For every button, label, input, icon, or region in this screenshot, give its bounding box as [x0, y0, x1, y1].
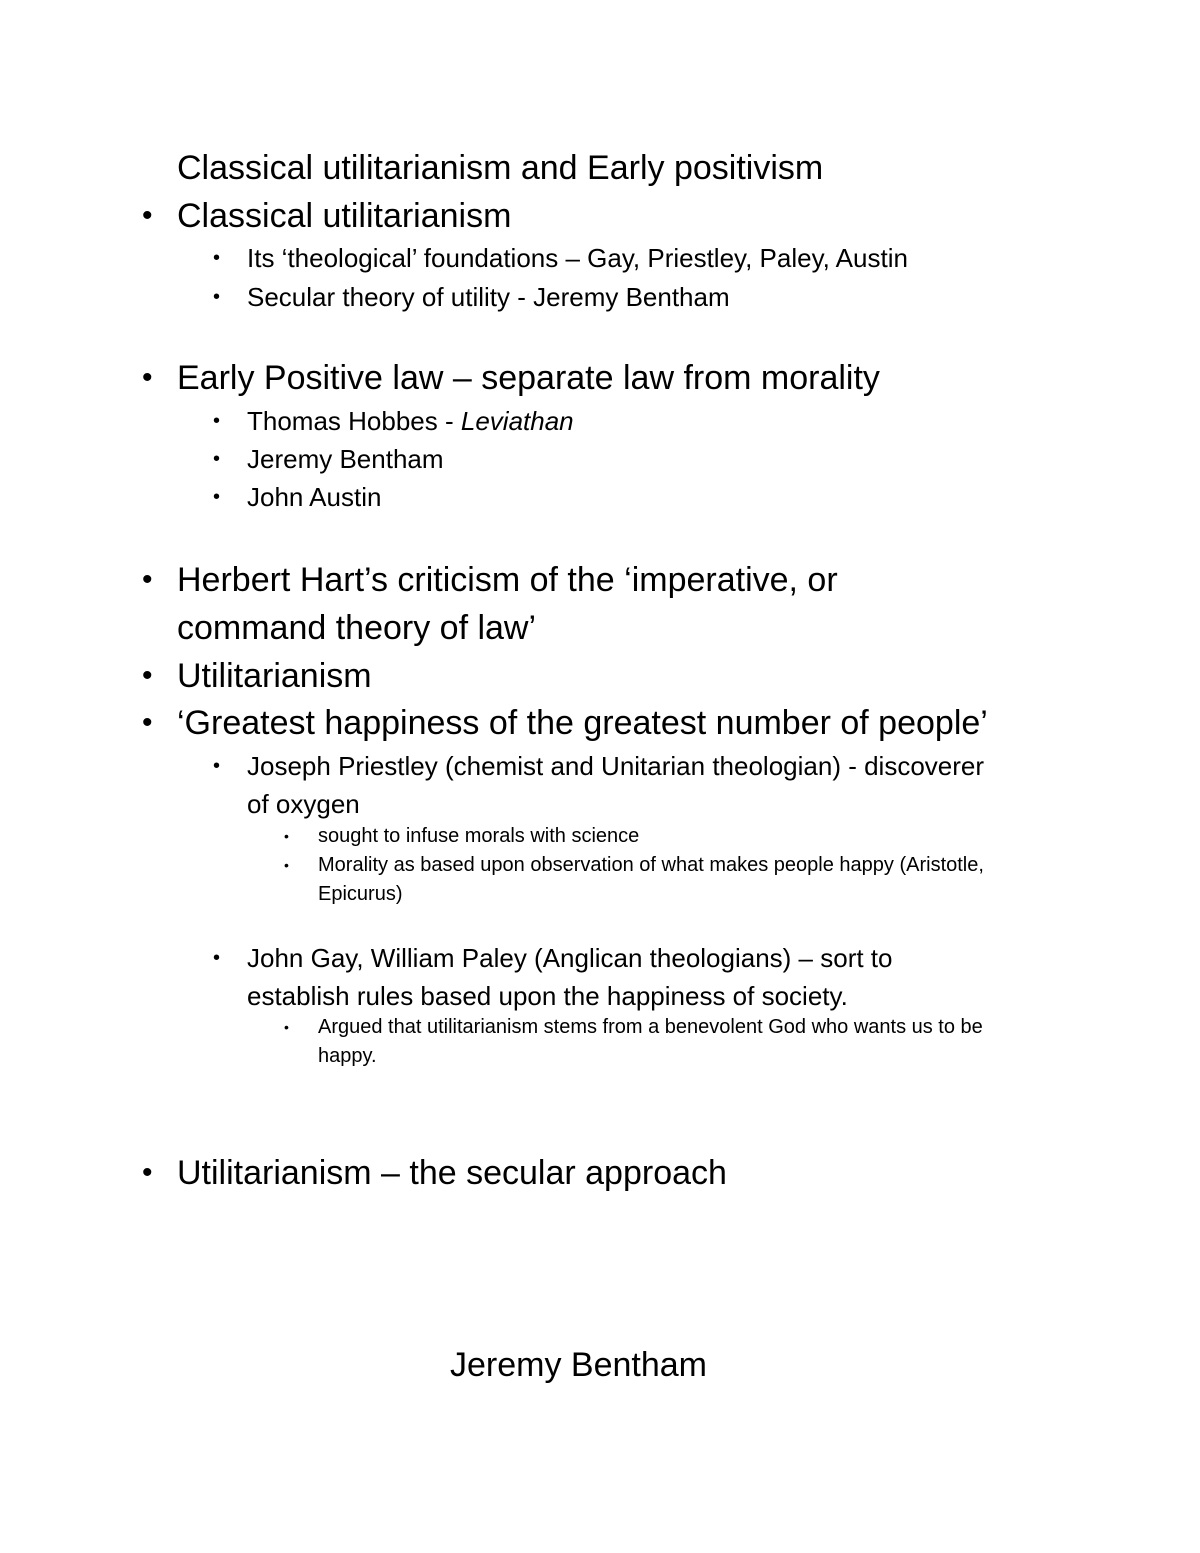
bullet: • — [213, 448, 221, 470]
bullet: • — [213, 410, 221, 432]
bullet: • — [213, 755, 221, 777]
bullet: • — [284, 857, 289, 873]
bullet: • — [142, 563, 153, 596]
bullet: • — [142, 659, 153, 692]
bullet: • — [213, 486, 221, 508]
bullet: • — [284, 828, 289, 844]
list-item — [247, 405, 574, 437]
bullet: • — [142, 1156, 153, 1189]
bullet: • — [213, 286, 221, 308]
section-heading: Early Positive law – separate law from morality — [177, 359, 880, 397]
section-heading: Utilitarianism – the secular approach — [177, 1154, 727, 1192]
list-item-continued: of oxygen — [247, 789, 360, 819]
sub-list-item-continued: Epicurus) — [318, 883, 403, 905]
bullet: • — [213, 247, 221, 269]
list-item: Jeremy Bentham — [247, 444, 444, 474]
list-item: Joseph Priestley (chemist and Unitarian theologian) - discoverer — [247, 751, 985, 781]
list-item: Its ‘theological’ foundations – Gay, Priestley, Paley, Austin — [247, 243, 908, 273]
author-name: Thomas Hobbes - — [247, 406, 461, 436]
sub-list-item: Morality as based upon observation of what makes people happy (Aristotle, — [318, 854, 984, 876]
sub-list-item: sought to infuse morals with science — [318, 825, 640, 847]
section-heading: Classical utilitarianism — [177, 197, 512, 235]
bullet: • — [213, 947, 221, 969]
footer-title: Jeremy Bentham — [450, 1346, 707, 1384]
work-title: Leviathan — [460, 406, 574, 436]
list-item-continued: establish rules based upon the happiness of society. — [247, 981, 848, 1011]
bullet: • — [142, 361, 153, 394]
document-title: Classical utilitarianism and Early positivism — [177, 149, 824, 187]
section-heading: Utilitarianism — [177, 657, 372, 695]
sub-list-item: Argued that utilitarianism stems from a benevolent God who wants us to be — [318, 1016, 983, 1038]
section-heading-continued: command theory of law’ — [177, 609, 537, 647]
sub-list-item-continued: happy. — [318, 1045, 377, 1067]
list-item: John Gay, William Paley (Anglican theologians) – sort to — [247, 943, 893, 973]
bullet: • — [142, 706, 153, 739]
section-heading: Herbert Hart’s criticism of the ‘imperative, or — [177, 561, 838, 599]
bullet: • — [284, 1019, 289, 1035]
section-heading: ‘Greatest happiness of the greatest number of people’ — [177, 704, 988, 742]
list-item: John Austin — [247, 482, 382, 512]
bullet: • — [142, 199, 153, 232]
list-item: Secular theory of utility - Jeremy Bentham — [247, 282, 730, 312]
